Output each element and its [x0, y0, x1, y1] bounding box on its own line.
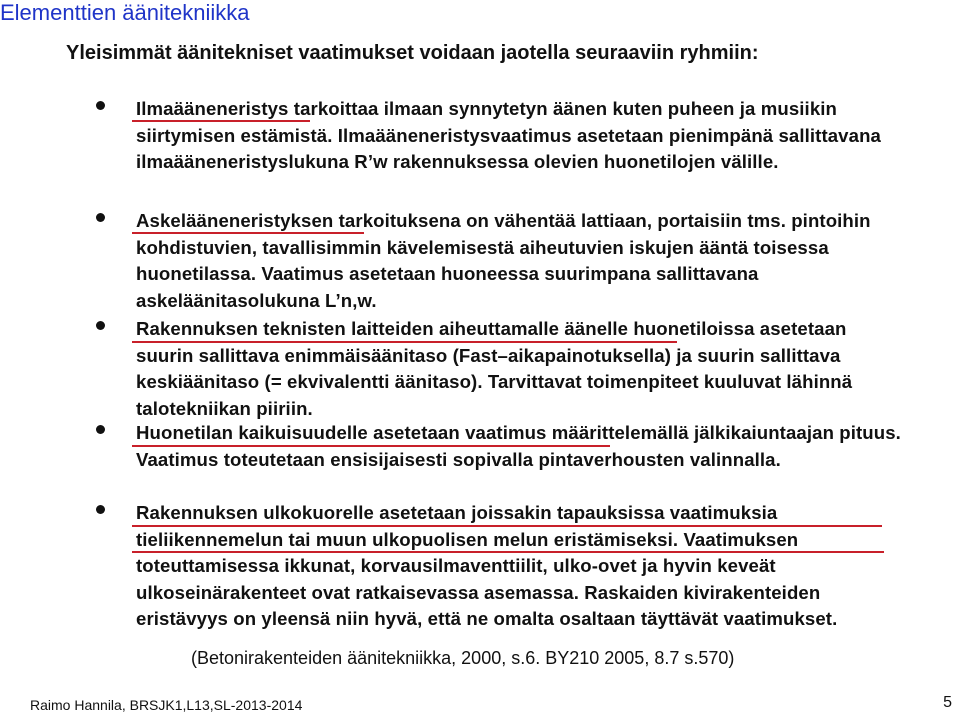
- list-item-technical: [60, 316, 905, 422]
- list-item-reverberation: [60, 420, 905, 473]
- citation: (Betonirakenteiden äänitekniikka, 2000, s.6. BY210 2005, 8.7 s.570): [191, 648, 735, 668]
- intro-heading: Yleisimmät äänitekniset vaatimukset voidaan jaotella seuraaviin ryhmiin:: [66, 42, 759, 64]
- bullet-icon: [96, 505, 105, 514]
- list-item-airborne: [60, 96, 905, 176]
- red-underline: [132, 120, 310, 122]
- bullet-icon: [96, 321, 105, 330]
- item-heading: Huonetilan kaikuisuudelle asetetaan vaatimus: [136, 422, 547, 443]
- page-number: 5: [943, 694, 952, 711]
- scanned-text-image: [60, 34, 910, 674]
- item-text: Vaatimuksen toteuttamisessa ikkunat, korvausilmaventtiilit, ulko-ovet ja hyvin keveät ulkoseinärakenteet ovat ratkaisevassa asemassa. Raskaiden kivirakenteiden eristävyys on yleensä niin hyvä, että ne omalta osaltaan täyttävät vaatimukset.: [136, 528, 838, 630]
- bullet-icon: [96, 101, 105, 110]
- bullet-icon: [96, 213, 105, 222]
- item-text: tarkoituksena on vähentää lattiaan, portaisiin tms. pintoihin kohdistuvien, tavallisimmin kävelemisestä aiheutuvien iskujen ääntä toisessa huonetilassa. Vaatimus asetetaan huoneessa suurimpana sallittavana askeläänitasolukuna L’n,w.: [136, 210, 871, 311]
- item-heading: Rakennuksen ulkokuorelle asetetaan joissakin tapauksissa vaatimuksia tieliikennemelun tai muun ulkopuolisen melun eristämiseksi.: [136, 502, 778, 550]
- item-text: määrittelemällä jälkikaiuntaajan pituus. Vaatimus toteutetaan ensisijaisesti sopivalla pintaverhousten valinnalla.: [136, 422, 901, 470]
- red-underline: [132, 551, 884, 553]
- item-text: huonetiloissa asetetaan suurin sallittava enimmäisäänitaso (Fast–aikapainotuksella) ja suurin sallittava keskiäänitaso (= ekvivalentti äänitaso). Tarvittavat toimenpiteet kuuluvat lähinnä talotekniikan piiriin.: [136, 318, 853, 419]
- red-underline: [132, 525, 882, 527]
- item-heading: Ilmaääneneristys: [136, 98, 289, 119]
- red-underline: [132, 445, 610, 447]
- bullet-icon: [96, 425, 105, 434]
- red-underline: [132, 232, 364, 234]
- list-item-impact: [60, 208, 905, 314]
- footer-author: Raimo Hannila, BRSJK1,L13,SL-2013-2014: [30, 697, 303, 713]
- item-heading: Askelääneneristyksen: [136, 210, 334, 231]
- slide-title: Elementtien äänitekniikka: [0, 0, 250, 25]
- item-text: tarkoittaa ilmaan synnytetyn äänen kuten puheen ja musiikin siirtymisen estämistä. Ilmaääneneristysvaatimus asetetaan pienimpänä sallittavana ilmaääneneristyslukuna R’w rakennuksessa olevien huonetilojen välille.: [136, 98, 881, 173]
- red-underline: [132, 341, 677, 343]
- item-heading: Rakennuksen teknisten laitteiden aiheuttamalle äänelle: [136, 318, 629, 339]
- list-item-facade: [60, 500, 905, 633]
